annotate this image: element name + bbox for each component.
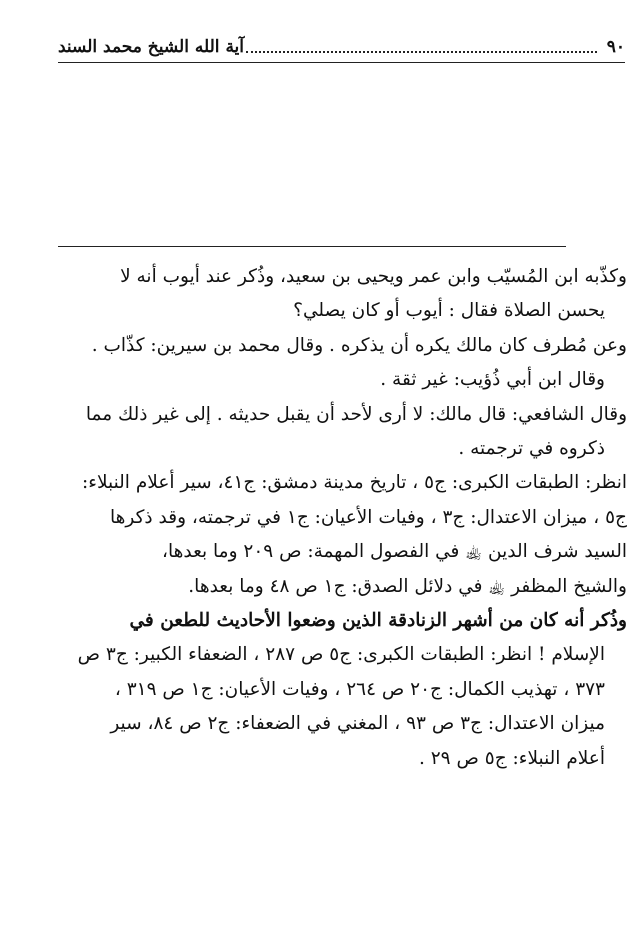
footnote-line: انظر: الطبقات الكبرى: ج٥ ، تاريخ مدينة دمشق: ج٤١، سير أعلام النبلاء: [82, 472, 627, 494]
footnote-line: ذكروه في ترجمته . [458, 438, 605, 460]
footnote-line: الإسلام ! انظر: الطبقات الكبرى: ج٥ ص ٢٨٧ ، الضعفاء الكبير: ج٣ ص [77, 644, 605, 666]
header-rule [58, 62, 625, 63]
footnote-line: ج٥ ، ميزان الاعتدال: ج٣ ، وفيات الأعيان: ج١ في ترجمته، وقد ذكرها [110, 506, 627, 528]
footnote-line: وعن مُطرف كان مالك يكره أن يذكره . وقال محمد بن سيرين: كذّاب . [91, 334, 627, 356]
footnote-line: وكذّبه ابن المُسيّب وابن عمر ويحيى بن سعيد، وذُكر عند أيوب أنه لا [120, 266, 627, 287]
footnote-separator-rule [58, 246, 566, 247]
footnote-line: ميزان الاعتدال: ج٣ ص ٩٣ ، المغني في الضعفاء: ج٢ ص ٨٤، سير [110, 713, 605, 735]
footnote-line: يحسن الصلاة فقال : أيوب أو كان يصلي؟ [293, 300, 605, 322]
page-number: ٩٠ [606, 37, 625, 57]
footnote-line: والشيخ المظفر ﵀ في دلائل الصدق: ج١ ص ٤٨ وما بعدها. [188, 575, 627, 597]
footnote-line: السيد شرف الدين ﵀ في الفصول المهمة: ص ٢٠٩ وما بعدها، [162, 541, 627, 563]
footnote-text [40, 260, 627, 776]
running-header [58, 32, 625, 62]
footnote-line: وقال ابن أبي ذُؤيب: غير ثقة . [380, 369, 605, 391]
footnote-line: أعلام النبلاء: ج٥ ص ٢٩ . [418, 747, 605, 769]
header-dot-leader [246, 41, 597, 53]
header-title: آية الله الشيخ محمد السند [58, 37, 245, 57]
footnote-line: وذُكر أنه كان من أشهر الزنادقة الذين وضعوا الأحاديث للطعن في [129, 610, 627, 632]
footnote-line: وقال الشافعي: قال مالك: لا أرى لأحد أن يقبل حديثه . إلى غير ذلك مما [85, 403, 627, 425]
footnote-line: ٣٧٣ ، تهذيب الكمال: ج٢٠ ص ٢٦٤ ، وفيات الأعيان: ج١ ص ٣١٩ ، [114, 678, 605, 700]
